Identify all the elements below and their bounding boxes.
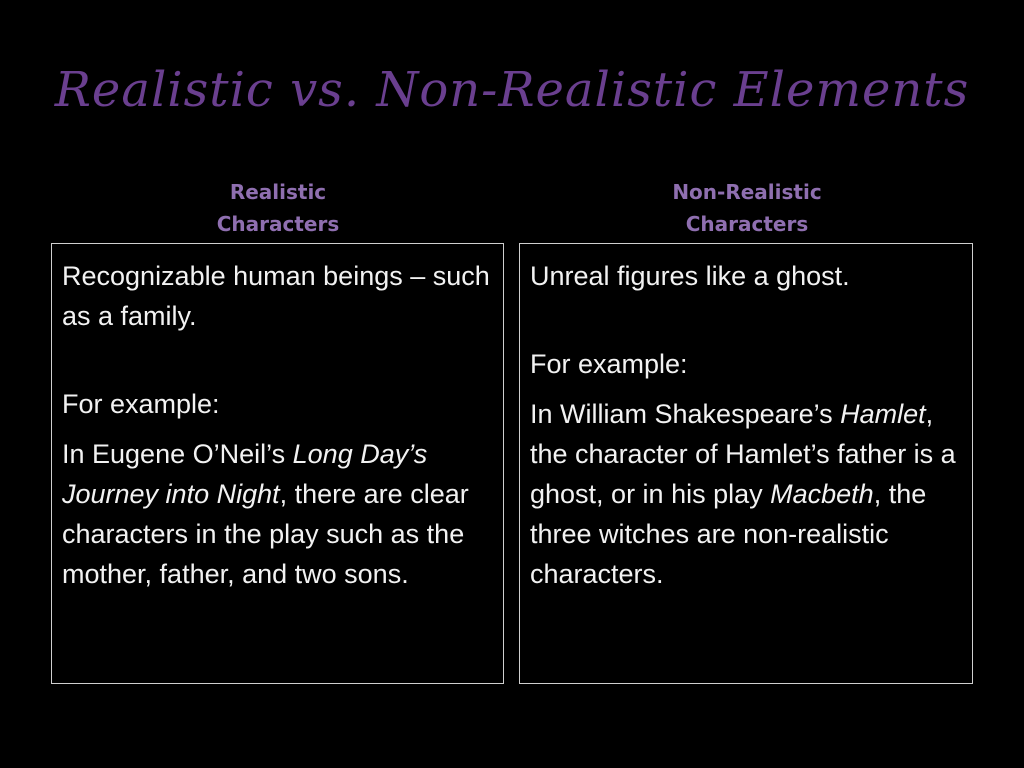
realistic-heading bbox=[128, 176, 428, 240]
non-realistic-body-mid: , the character of Hamlet’s father is a ghost, or in his play bbox=[530, 399, 956, 509]
realistic-body-post: , there are clear characters in the play such as the mother, father, and two sons. bbox=[62, 479, 469, 589]
hamlet-title: Hamlet bbox=[840, 399, 926, 429]
slide-title: Realistic vs. Non-Realistic Elements bbox=[54, 62, 970, 118]
realistic-heading-line2: Characters bbox=[216, 212, 340, 236]
realistic-box bbox=[51, 243, 504, 684]
non-realistic-body-post: , the three witches are non-realistic characters. bbox=[530, 479, 927, 589]
non-realistic-example-label: For example: bbox=[530, 349, 688, 379]
realistic-intro: Recognizable human beings – such as a family. bbox=[62, 261, 490, 331]
non-realistic-intro: Unreal figures like a ghost. bbox=[530, 261, 850, 291]
realistic-body-pre: In Eugene O’Neil’s bbox=[62, 439, 293, 469]
macbeth-title: Macbeth bbox=[770, 479, 874, 509]
non-realistic-body-pre: In William Shakespeare’s bbox=[530, 399, 841, 429]
realistic-play-title: Long Day’s Journey into Night bbox=[62, 439, 428, 509]
non-realistic-example-text bbox=[530, 394, 960, 594]
non-realistic-heading-line2: Characters bbox=[685, 212, 809, 236]
realistic-example-label: For example: bbox=[62, 389, 220, 419]
non-realistic-heading-line1: Non-Realistic bbox=[672, 180, 822, 204]
non-realistic-heading bbox=[597, 176, 897, 240]
realistic-heading-line1: Realistic bbox=[229, 180, 327, 204]
realistic-example-text bbox=[62, 434, 491, 594]
non-realistic-box bbox=[519, 243, 973, 684]
